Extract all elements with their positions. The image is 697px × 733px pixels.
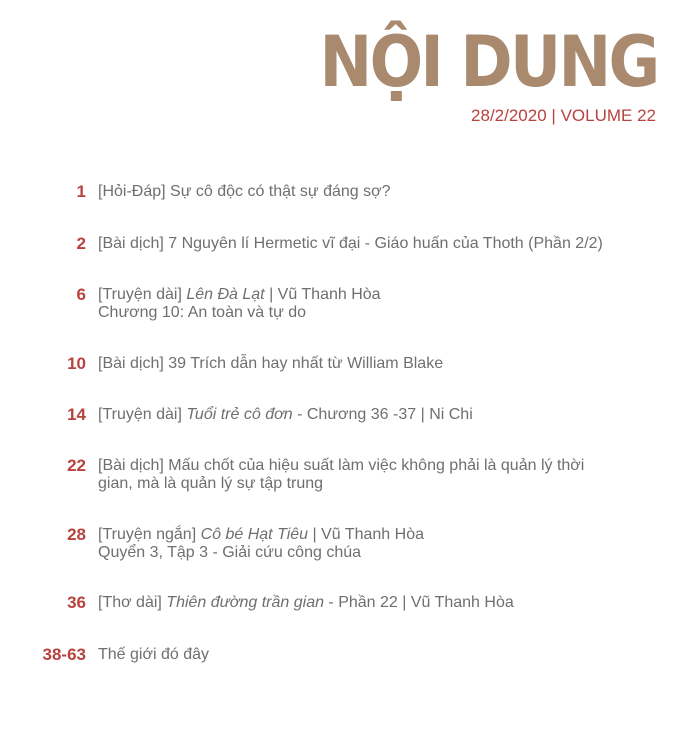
toc-title — [98, 355, 668, 373]
toc-text: [Bài dịch] 39 Trích dẫn hay nhất từ William Blake — [98, 355, 444, 372]
toc-text: Chương 10: An toàn và tự do — [98, 304, 307, 321]
toc-page-number: 2 — [76, 234, 86, 253]
toc-title — [98, 526, 668, 562]
toc-page-number: 6 — [76, 285, 86, 304]
issue-separator: | — [551, 106, 556, 125]
toc-text: [Bài dịch] Mấu chốt của hiệu suất làm việc không phải là quản lý thời — [98, 457, 585, 474]
issue-date: 28/2/2020 — [471, 106, 547, 125]
toc-text: [Truyện dài] — [98, 286, 187, 303]
toc-italic-title: Cô bé Hạt Tiêu — [200, 526, 309, 543]
toc-page-number: 28 — [67, 525, 86, 544]
toc-page-number: 36 — [67, 593, 86, 612]
toc-title-line — [98, 235, 668, 253]
toc-title-line — [98, 646, 668, 664]
toc-italic-title: Thiên đường trần gian — [166, 594, 324, 611]
toc-page-number: 38-63 — [42, 645, 86, 664]
toc-title-line — [98, 406, 668, 424]
issue-line — [471, 106, 656, 126]
toc-text: [Truyện dài] — [98, 406, 187, 423]
toc-title-line — [98, 304, 668, 322]
toc-title-line — [98, 594, 668, 612]
toc-text: gian, mà là quản lý sự tập trung — [98, 475, 324, 492]
issue-volume: VOLUME 22 — [560, 106, 656, 125]
toc-text: Quyển 3, Tập 3 - Giải cứu công chúa — [98, 544, 362, 561]
toc-italic-title: Tuổi trẻ cô đơn — [186, 406, 293, 423]
toc-title-line — [98, 355, 668, 373]
toc-title — [98, 457, 668, 493]
toc-title-line — [98, 183, 668, 201]
toc-text: - Phần 22 | Vũ Thanh Hòa — [323, 594, 514, 611]
toc-text: | Vũ Thanh Hòa — [264, 286, 381, 303]
toc-title — [98, 183, 668, 201]
toc-title — [98, 235, 668, 253]
toc-title — [98, 406, 668, 424]
toc-text: [Thơ dài] — [98, 594, 167, 611]
toc-page-number: 14 — [67, 405, 86, 424]
toc-title-line — [98, 457, 668, 475]
toc-page-number: 10 — [67, 354, 86, 373]
page-title: NỘI DUNG — [319, 21, 657, 103]
toc-page-number: 22 — [67, 456, 86, 475]
toc-title — [98, 286, 668, 322]
toc-text: - Chương 36 -37 | Ni Chi — [292, 406, 473, 423]
toc-title-line — [98, 286, 668, 304]
toc-italic-title: Lên Đà Lạt — [186, 286, 265, 303]
toc-title — [98, 646, 668, 664]
toc-text: | Vũ Thanh Hòa — [308, 526, 424, 543]
toc-text: [Hỏi-Đáp] Sự cô độc có thật sự đáng sợ? — [98, 183, 391, 200]
toc-text: [Bài dịch] 7 Nguyên lí Hermetic vĩ đại - Giáo huấn của Thoth (Phần 2/2) — [98, 235, 603, 252]
toc-text: Thế giới đó đây — [98, 646, 209, 663]
toc-title — [98, 594, 668, 612]
toc-page-number: 1 — [76, 182, 86, 201]
toc-text: [Truyện ngắn] — [98, 526, 201, 543]
toc-title-line — [98, 475, 668, 493]
toc-title-line — [98, 544, 668, 562]
toc-title-line — [98, 526, 668, 544]
